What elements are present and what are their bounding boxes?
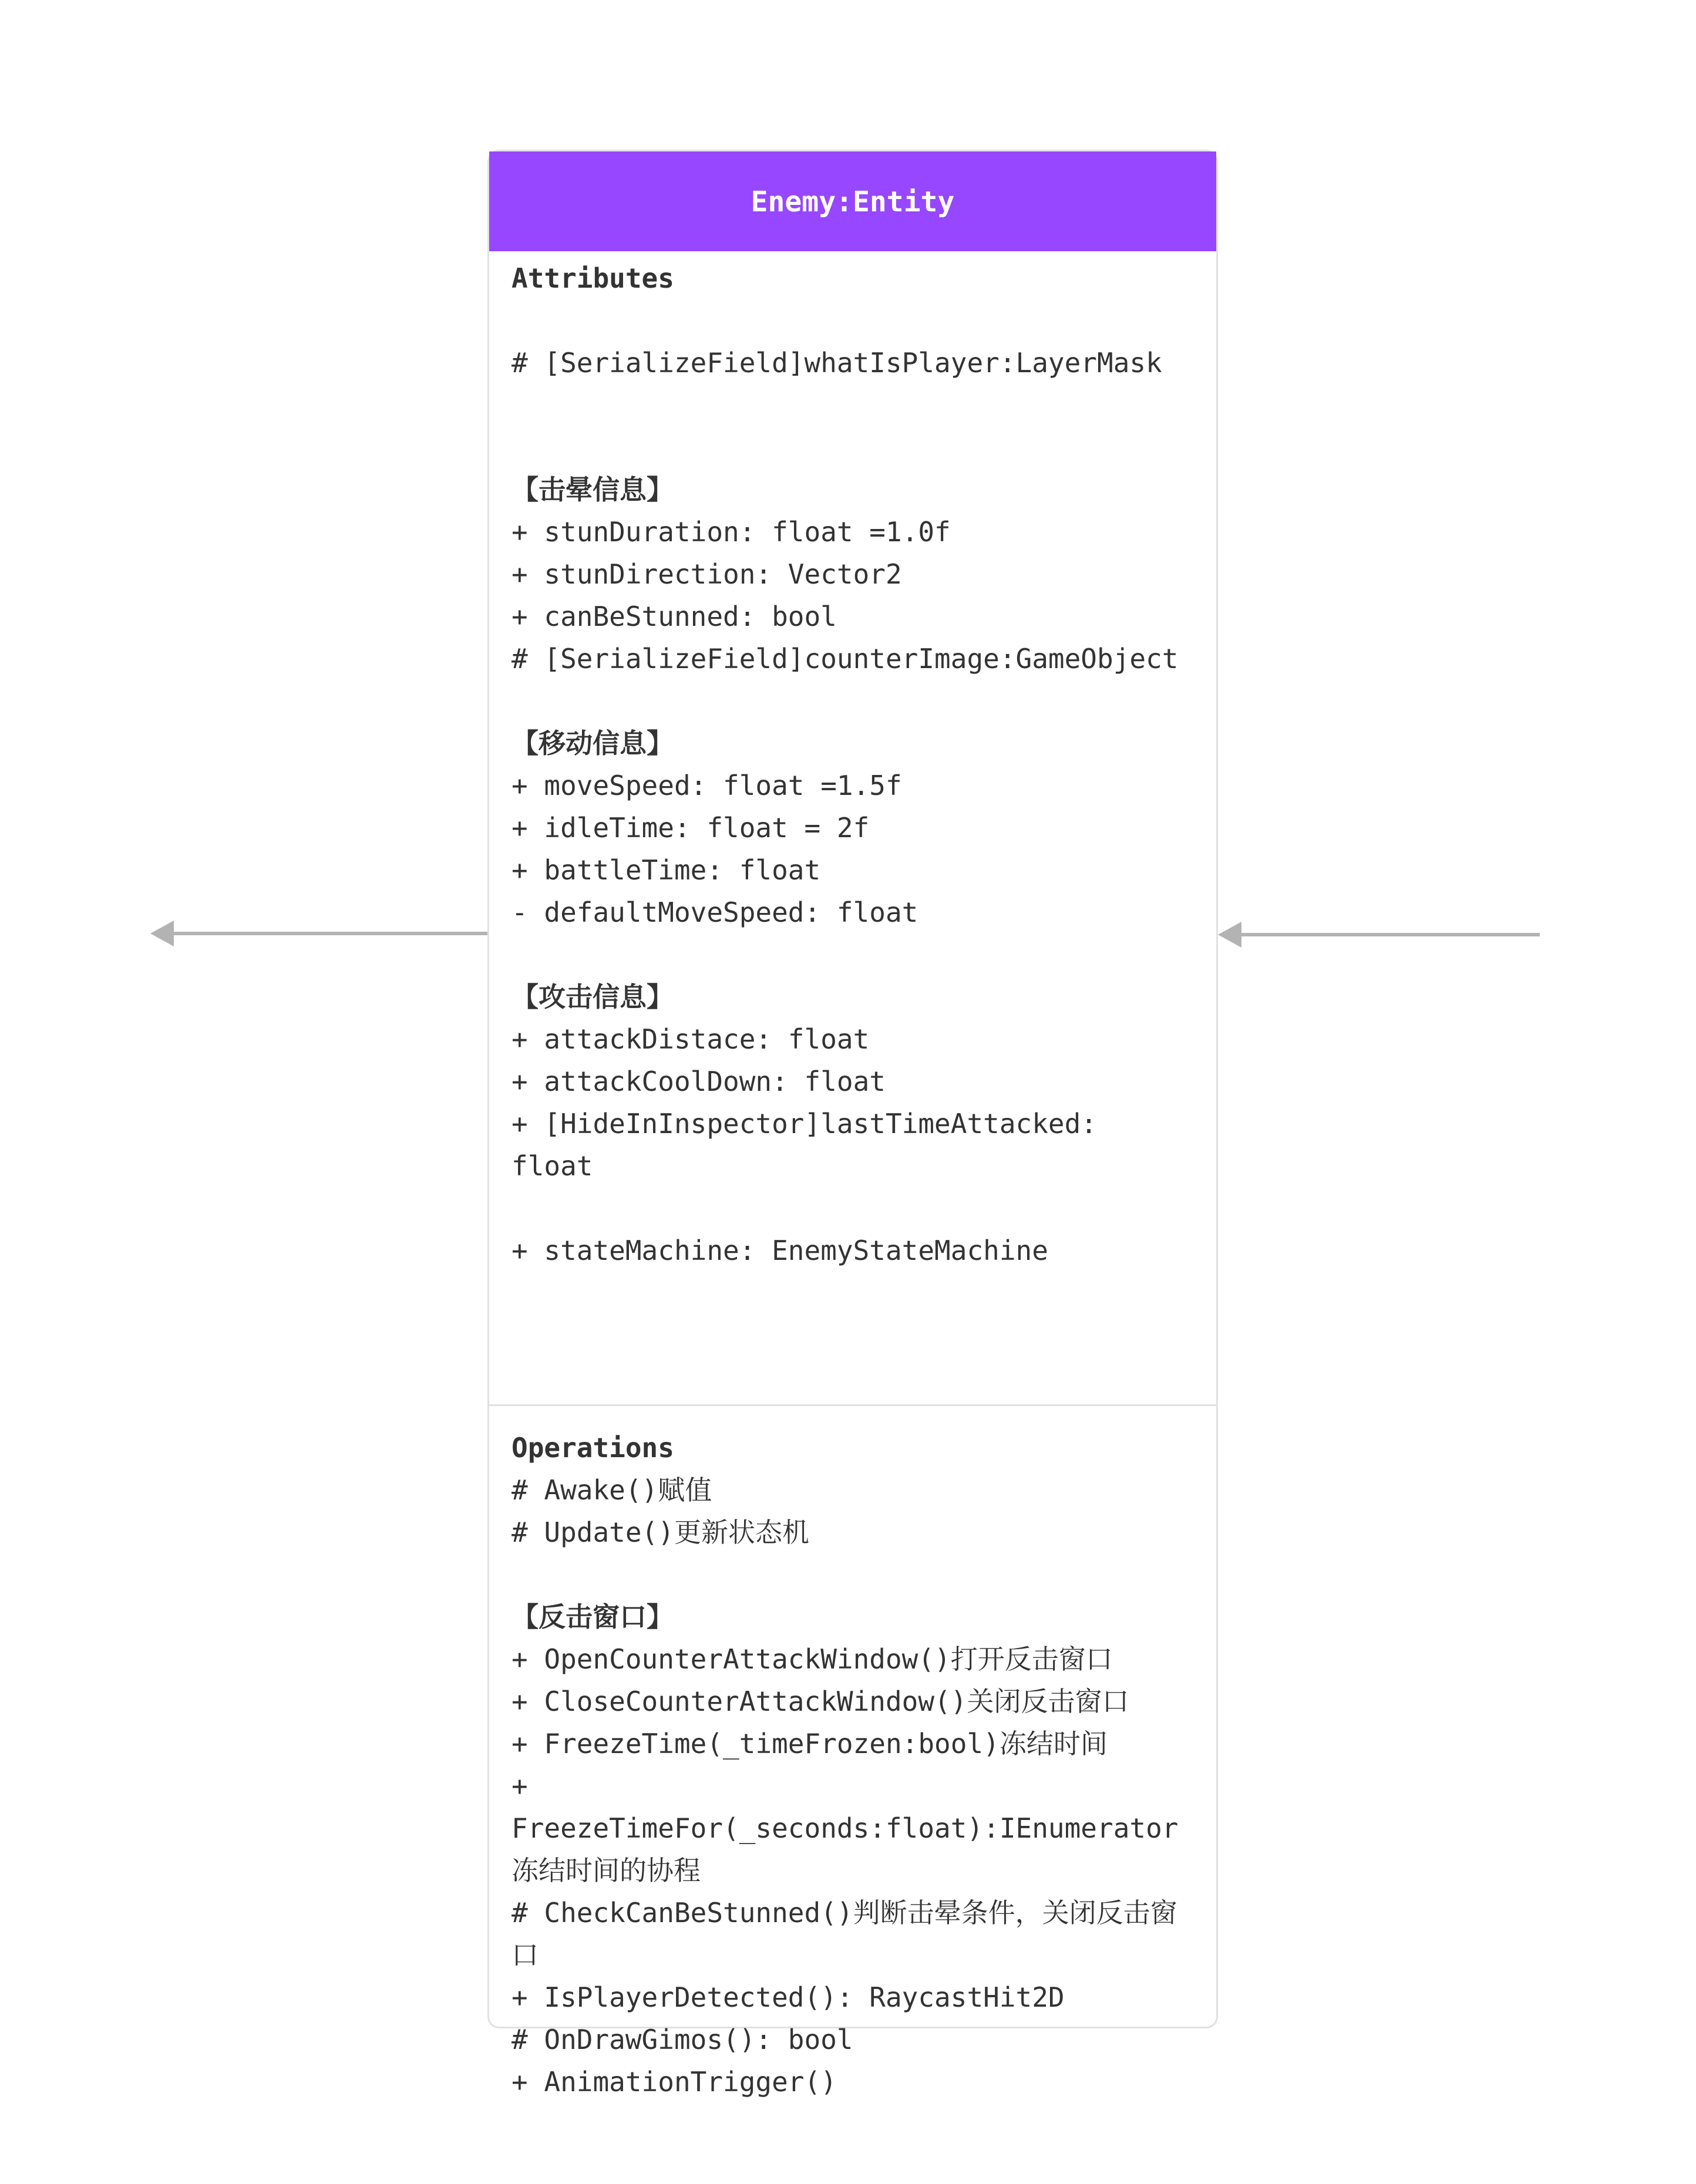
class-box-enemy[interactable]	[487, 150, 1218, 2098]
attribute-line	[512, 933, 1204, 976]
attribute-line: + stunDirection: Vector2	[512, 558, 902, 590]
attribute-list	[512, 299, 1204, 1272]
operation-line: # Awake()赋值	[512, 1474, 712, 1506]
operation-list	[512, 1469, 1204, 2103]
attribute-line: # [SerializeField]counterImage:GameObject	[512, 643, 1179, 675]
attributes-section	[489, 251, 1216, 1406]
attribute-line-group-heading: 【移动信息】	[512, 727, 674, 759]
attribute-line	[512, 1187, 1204, 1229]
left-arrow-head	[150, 921, 174, 946]
operation-line: +	[512, 1770, 528, 1802]
attribute-line: - defaultMoveSpeed: float	[512, 896, 918, 928]
attribute-line: + stunDuration: float =1.0f	[512, 516, 951, 548]
operation-line	[512, 1553, 1204, 1596]
attribute-line: + idleTime: float = 2f	[512, 812, 870, 844]
attribute-line: + attackCoolDown: float	[512, 1066, 886, 1097]
operations-heading: Operations	[512, 1432, 674, 1464]
right-arrow-head	[1218, 922, 1241, 948]
attribute-line: + stateMachine: EnemyStateMachine	[512, 1235, 1048, 1266]
operation-line: FreezeTimeFor(_seconds:float):IEnumerator	[512, 1812, 1179, 1844]
operations-section	[489, 1406, 1216, 2103]
operation-line-group-heading: 【反击窗口】	[512, 1601, 674, 1633]
attribute-line	[512, 426, 1204, 469]
attributes-heading: Attributes	[512, 262, 674, 294]
attribute-line: + attackDistace: float	[512, 1023, 870, 1055]
class-title: Enemy:Entity	[751, 186, 955, 218]
attribute-line	[512, 680, 1204, 722]
attribute-line-group-heading: 【攻击信息】	[512, 981, 674, 1013]
operation-line: # CheckCanBeStunned()判断击晕条件，关闭反击窗	[512, 1897, 1177, 1929]
operation-line: 冻结时间的协程	[512, 1855, 701, 1886]
attribute-line: + [HideInInspector]lastTimeAttacked:	[512, 1108, 1097, 1140]
operation-line: + AnimationTrigger()	[512, 2066, 837, 2098]
attribute-line	[512, 384, 1204, 426]
operation-line: # Update()更新状态机	[512, 1516, 809, 1548]
operation-line: + FreezeTime(_timeFrozen:bool)冻结时间	[512, 1728, 1108, 1760]
operation-line: # OnDrawGimos(): bool	[512, 2024, 853, 2055]
left-inheritance-arrow	[150, 921, 487, 946]
attribute-line: # [SerializeField]whatIsPlayer:LayerMask	[512, 347, 1162, 379]
operation-line: + IsPlayerDetected(): RaycastHit2D	[512, 1981, 1065, 2013]
operation-line: + OpenCounterAttackWindow()打开反击窗口	[512, 1643, 1113, 1675]
operation-line: + CloseCounterAttackWindow()关闭反击窗口	[512, 1686, 1129, 1717]
operation-line: 口	[512, 1939, 539, 1971]
right-inheritance-arrow	[1218, 922, 1540, 948]
attribute-line-group-heading: 【击晕信息】	[512, 474, 674, 505]
attribute-line: + battleTime: float	[512, 854, 821, 886]
attribute-line: float	[512, 1150, 593, 1182]
attribute-line	[512, 299, 1204, 342]
class-name-header	[489, 151, 1216, 251]
attribute-line: + canBeStunned: bool	[512, 601, 837, 632]
attribute-line: + moveSpeed: float =1.5f	[512, 770, 902, 801]
